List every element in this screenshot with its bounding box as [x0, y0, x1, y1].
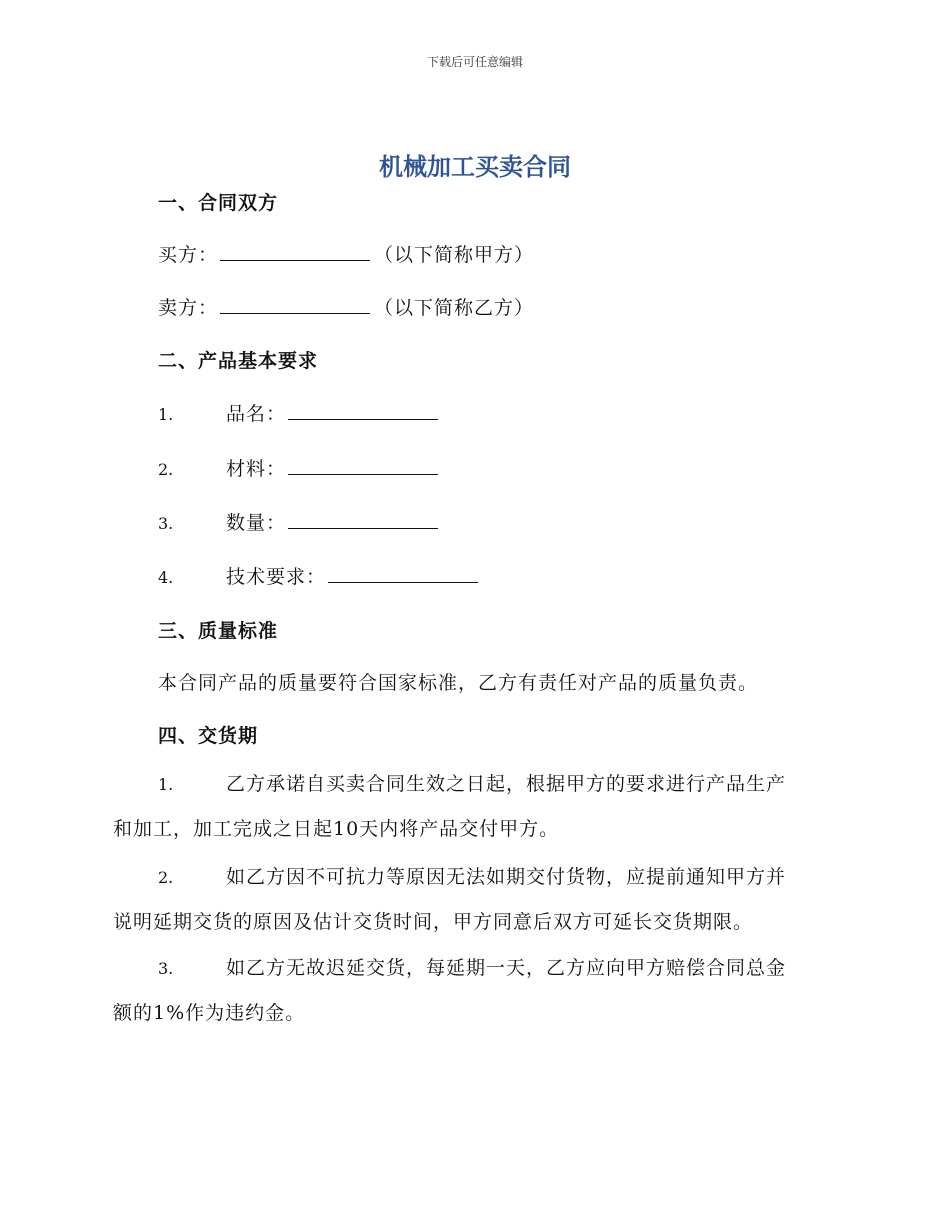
product-item	[158, 399, 442, 426]
delivery-clause	[113, 855, 833, 944]
buyer-line	[158, 240, 534, 267]
item-number: 3.	[158, 514, 174, 533]
clause-number: 2.	[158, 868, 174, 887]
item-number: 2.	[158, 460, 174, 479]
clause-text-line1: 如乙方无故迟延交货，每延期一天，乙方应向甲方赔偿合同总金	[226, 957, 787, 979]
document-title: 机械加工买卖合同	[379, 153, 571, 181]
clause-text-line2: 和加工，加工完成之日起10天内将产品交付甲方。	[113, 818, 560, 840]
buyer-blank[interactable]	[220, 242, 370, 261]
item-label: 品名：	[226, 403, 287, 425]
item-blank[interactable]	[288, 401, 438, 420]
section3-text: 本合同产品的质量要符合国家标准，乙方有责任对产品的质量负责。	[158, 672, 759, 694]
section1-heading: 一、合同双方	[158, 192, 279, 214]
item-label: 技术要求：	[226, 566, 327, 588]
item-blank[interactable]	[288, 510, 438, 529]
header-note: 下载后可任意编辑	[426, 55, 523, 69]
seller-blank[interactable]	[220, 295, 370, 314]
item-blank[interactable]	[328, 564, 478, 583]
section2-heading: 二、产品基本要求	[158, 350, 319, 372]
section3-heading: 三、质量标准	[158, 620, 279, 642]
seller-label: 卖方：	[158, 297, 219, 319]
clause-text-line2: 额的1%作为违约金。	[113, 1002, 306, 1024]
item-number: 4.	[158, 568, 174, 587]
clause-text-line1: 乙方承诺自买卖合同生效之日起，根据甲方的要求进行产品生产	[226, 773, 787, 795]
product-item	[158, 454, 442, 481]
seller-line	[158, 293, 534, 320]
product-item	[158, 508, 442, 535]
item-number: 1.	[158, 405, 174, 424]
product-item	[158, 562, 482, 589]
delivery-clause	[113, 946, 833, 1035]
clause-text-line1: 如乙方因不可抗力等原因无法如期交付货物，应提前通知甲方并	[226, 866, 787, 888]
item-label: 材料：	[226, 458, 287, 480]
item-label: 数量：	[226, 512, 287, 534]
clause-text-line2: 说明延期交货的原因及估计交货时间，甲方同意后双方可延长交货期限。	[113, 911, 754, 933]
buyer-label: 买方：	[158, 244, 219, 266]
seller-suffix: （以下简称乙方）	[374, 297, 535, 319]
clause-number: 3.	[158, 959, 174, 978]
clause-number: 1.	[158, 775, 174, 794]
delivery-clause	[113, 762, 833, 851]
buyer-suffix: （以下简称甲方）	[374, 244, 535, 266]
item-blank[interactable]	[288, 456, 438, 475]
section4-heading: 四、交货期	[158, 725, 259, 747]
